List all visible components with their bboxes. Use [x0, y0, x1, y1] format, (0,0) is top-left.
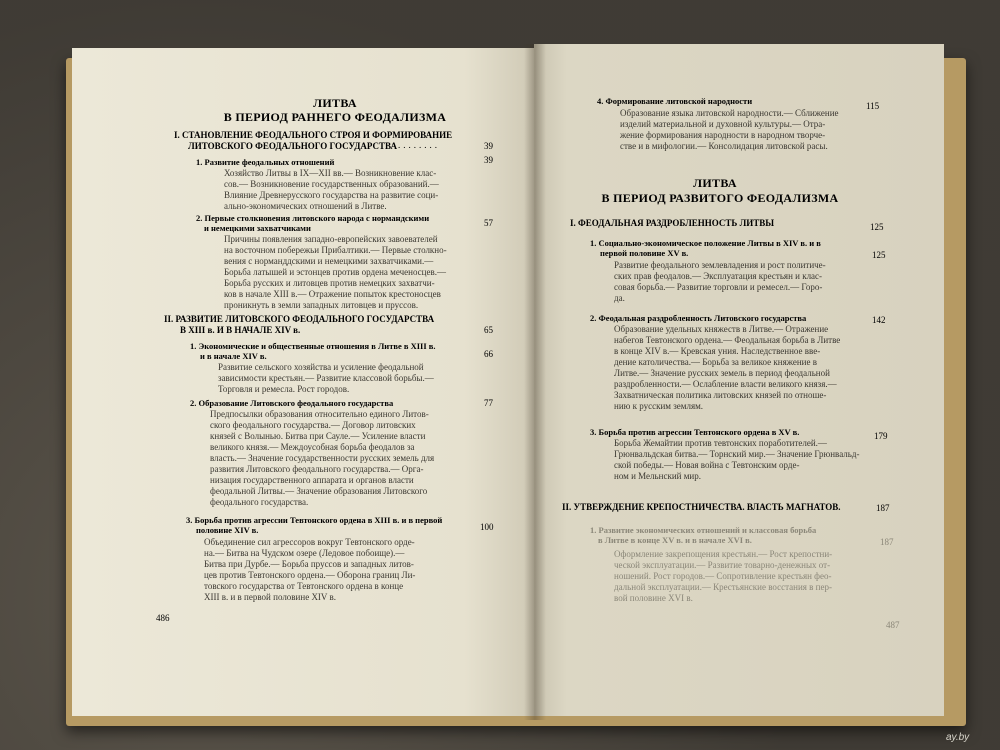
right-r1-3-title: 3. Борьба против агрессии Тевтонского ордена в XV в.: [590, 427, 800, 437]
left-s2-1-body-1: зависимости крестьян.— Развитие классовой борьбы.—: [218, 373, 434, 383]
left-section2-page: 65: [484, 325, 493, 335]
left-s2-3-title-line1: 3. Борьба против агрессии Тевтонского ордена в XIII в. и в первой: [186, 515, 443, 525]
right-r1-3-body-2: ской победы.— Новая война с Тевтонским орде-: [614, 460, 800, 470]
left-s2-3-page: 100: [480, 522, 494, 532]
left-s1-2-title-line1: 2. Первые столкновения литовского народа с нормандскими: [196, 213, 430, 223]
left-section1-line1: I. СТАНОВЛЕНИЕ ФЕОДАЛЬНОГО СТРОЯ И ФОРМИРОВАНИЕ: [174, 130, 453, 140]
left-s2-2-body-8: феодального государства.: [210, 497, 309, 507]
right-r2-1-body-3: дальной эксплуатации.— Крестьянские восстания в пер-: [614, 582, 832, 592]
left-s1-1-title: 1. Развитие феодальных отношений: [196, 157, 335, 167]
left-s2-1-page: 66: [484, 349, 493, 359]
right-r1-1-body-2: совая борьба.— Развитие торговли и ремесел.— Горо-: [614, 282, 823, 292]
right-r2-1-body-0: Оформление закрепощения крестьян.— Рост крепостни-: [614, 549, 833, 559]
right-r1-1-body-0: Развитие феодального землевладения и рост политиче-: [614, 260, 826, 270]
left-s2-2-title: 2. Образование Литовского феодального государства: [190, 398, 394, 408]
left-s1-2-body-0: Причины появления западно-европейских завоевателей: [224, 234, 438, 244]
left-s1-2-title-line2: и немецкими захватчиками: [204, 223, 311, 233]
left-s2-3-body-4: товского государства от Тевтонского ордена в конце: [204, 581, 404, 591]
right-r1-3-body-0: Борьба Жемайтии против тевтонских поработителей.—: [614, 438, 827, 448]
right-r1-2-title: 2. Феодальная раздробленность Литовского государства: [590, 313, 807, 323]
left-s1-2-body-2: вения с норманддскими и немецкими захватчиками.—: [224, 256, 434, 266]
right-section1: I. ФЕОДАЛЬНАЯ РАЗДРОБЛЕННОСТЬ ЛИТВЫ: [570, 218, 775, 228]
left-s2-2-body-7: феодальной Литвы.— Значение образования Литовского: [210, 486, 428, 496]
left-s2-1-body-2: Торговля и ремесла. Рост городов.: [218, 384, 350, 394]
left-title-line1: ЛИТВА: [313, 96, 357, 110]
right-section2-page: 187: [876, 503, 890, 513]
left-s1-2-body-4: Борьба русских и литовцев против немецких захватчи-: [224, 278, 435, 288]
right-r1-1-page: 125: [872, 250, 886, 260]
left-section1-line2: ЛИТОВСКОГО ФЕОДАЛЬНОГО ГОСУДАРСТВА: [188, 141, 397, 151]
right-s4-body-3: стве и в мифологии.— Консолидация литовской расы.: [620, 141, 828, 151]
left-s1-2-body-6: проникнуть в земли западных литовцев и пруссов.: [224, 300, 419, 310]
left-s1-2-body-1: на восточном побережьи Прибалтики.— Первые столкно-: [224, 245, 447, 255]
right-s4-body-2: жение формирования народности в народном творче-: [620, 130, 826, 140]
left-s2-3-body-0: Объединение сил агрессоров вокруг Тевтонского орде-: [204, 537, 415, 547]
right-r1-2-body-5: раздробленности.— Ослабление власти великого князя.—: [614, 379, 837, 389]
left-s1-2-page: 57: [484, 218, 493, 228]
left-s2-3-title-line2: половине XIV в.: [196, 525, 259, 535]
right-r1-2-body-4: Литве.— Значение русских земель в период феодальной: [614, 368, 830, 378]
left-s2-2-page: 77: [484, 398, 493, 408]
right-r1-1-body-3: да.: [614, 293, 625, 303]
watermark: ay.by: [946, 732, 970, 743]
left-section1-page: 39: [484, 141, 493, 151]
left-s1-2-body-5: ков в начале XIII в.— Отражение попыток крестоносцев: [224, 289, 441, 299]
right-r1-2-body-7: нию к русским землям.: [614, 401, 704, 411]
left-s2-3-body-5: XIII в. и в первой половине XIV в.: [204, 592, 337, 602]
leader-dots: ........: [398, 140, 440, 150]
right-r1-1-title-line2: первой половине XV в.: [600, 248, 689, 258]
left-s2-1-title-line1: 1. Экономические и общественные отношения в Литве в XIII в.: [190, 341, 436, 351]
left-s2-3-body-2: Битва при Дурбе.— Борьба пруссов и западных литов-: [204, 559, 414, 569]
right-r2-1-body-1: ческой эксплуатации.— Развитие товарно-денежных от-: [614, 560, 831, 570]
left-s1-2-body-3: Борьба латышей и эстонцев против ордена меченосцев.—: [224, 267, 446, 277]
right-s4-page: 115: [866, 101, 880, 111]
left-s2-2-body-1: ского феодального государства.— Договор литовских: [210, 420, 416, 430]
left-section2-line2: В XIII в. И В НАЧАЛЕ XIV в.: [180, 325, 301, 335]
left-s2-2-body-0: Предпосылки образования относительно единого Литов-: [210, 409, 429, 419]
right-r1-2-body-6: Захватническая политика литовских князей по отноше-: [614, 390, 827, 400]
right-r1-2-body-2: в конце XIV в.— Кревская уния. Наследственное вве-: [614, 346, 821, 356]
right-r1-1-body-1: ских прав феодалов.— Эксплуатация крестьян и клас-: [614, 271, 823, 281]
right-title-line2: В ПЕРИОД РАЗВИТОГО ФЕОДАЛИЗМА: [601, 191, 839, 205]
left-page-number: 486: [156, 613, 170, 623]
left-s1-1-body-3: ально-экономических отношений в Литве.: [224, 201, 387, 211]
left-section2-line1: II. РАЗВИТИЕ ЛИТОВСКОГО ФЕОДАЛЬНОГО ГОСУДАРСТВА: [164, 314, 435, 324]
left-s1-1-body-0: Хозяйство Литвы в IX—XII вв.— Возникновение клас-: [224, 168, 437, 178]
right-r1-2-body-1: набегов Тевтонского ордена.— Феодальная борьба в Литве: [614, 335, 841, 345]
left-s2-2-body-6: низация государственного аппарата и органов власти: [210, 475, 414, 485]
right-r1-3-page: 179: [874, 431, 888, 441]
left-s2-3-body-3: цев против Тевтонского ордена.— Оборона границ Ли-: [204, 570, 416, 580]
left-title-line2: В ПЕРИОД РАННЕГО ФЕОДАЛИЗМА: [223, 110, 447, 124]
right-r1-3-body-3: ном и Мельнский мир.: [614, 471, 701, 481]
right-r1-2-page: 142: [872, 315, 886, 325]
left-s2-3-body-1: на.— Битва на Чудском озере (Ледовое побоище).—: [204, 548, 405, 558]
left-s2-2-body-3: великого князя.— Междоусобная борьба феодалов за: [210, 442, 415, 452]
right-s4-body-0: Образование языка литовской народности.— Сближение: [620, 108, 839, 118]
right-r1-3-body-1: Грюнвальдская битва.— Торнский мир.— Значение Грюнвальд-: [614, 449, 860, 459]
right-s4-body-1: изделий материальной и духовной культуры.— Отра-: [620, 119, 826, 129]
right-r1-1-title-line1: 1. Социально-экономическое положение Литвы в XIV в. и в: [590, 238, 821, 248]
right-r1-2-body-3: дение католичества.— Борьба за великое княжение в: [614, 357, 817, 367]
right-r2-1-body-4: вой половине XVI в.: [614, 593, 693, 603]
left-s1-1-body-2: Влияние Древнерусского государства на развитие соци-: [224, 190, 439, 200]
right-r2-1-title-line2: в Литве в конце XV в. и в начале XVI в.: [598, 535, 752, 545]
left-s2-1-body-0: Развитие сельского хозяйства и усиление феодальной: [218, 362, 424, 372]
left-s2-2-body-4: власть.— Значение государственности русских земель для: [210, 453, 435, 463]
right-section1-page: 125: [870, 222, 884, 232]
book-spine-shadow: [524, 44, 546, 720]
left-s1-1-page: 39: [484, 155, 493, 165]
right-r2-1-page: 187: [880, 537, 894, 547]
left-s1-1-body-1: сов.— Возникновение государственных образований.—: [224, 179, 439, 189]
left-s2-2-body-2: князей с Волынью. Битва при Сауле.— Усиление власти: [210, 431, 426, 441]
left-s2-2-body-5: развития Литовского феодального государства.— Орга-: [210, 464, 424, 474]
right-section2: II. УТВЕРЖДЕНИЕ КРЕПОСТНИЧЕСТВА. ВЛАСТЬ МАГНАТОВ.: [562, 502, 841, 512]
right-r1-2-body-0: Образование удельных княжеств в Литве.— Отражение: [614, 324, 829, 334]
right-page-number: 487: [886, 620, 900, 630]
right-title-line1: ЛИТВА: [693, 176, 737, 190]
left-s2-1-title-line2: и в начале XIV в.: [200, 351, 267, 361]
right-s4-title: 4. Формирование литовской народности: [597, 96, 753, 106]
right-r2-1-title-line1: 1. Развитие экономических отношений и классовая борьба: [590, 525, 817, 535]
right-r2-1-body-2: ношений. Рост городов.— Сопротивление крестьян фео-: [614, 571, 832, 581]
